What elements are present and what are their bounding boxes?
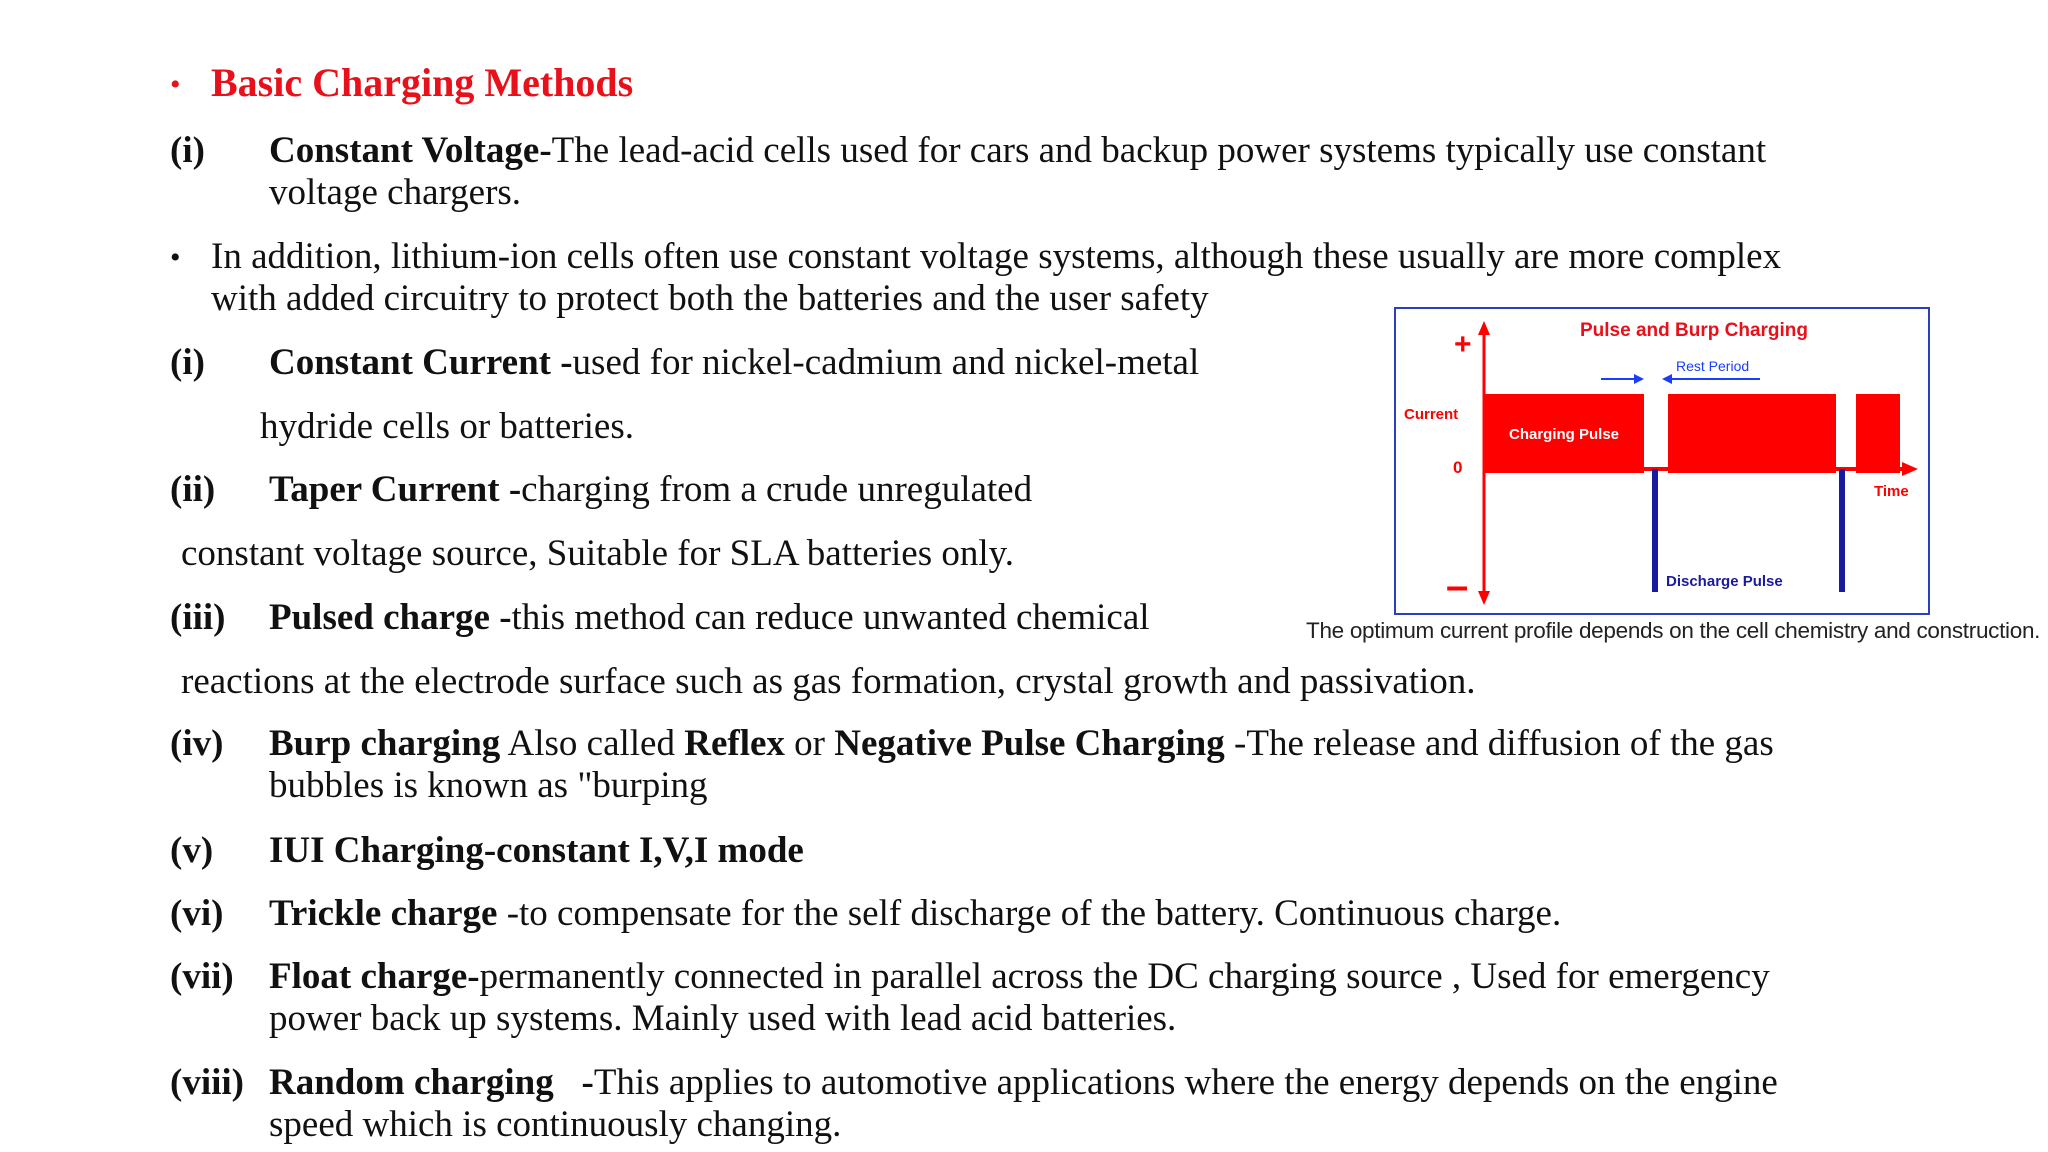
x-axis-label: Time xyxy=(1874,483,1909,500)
item-number: (ii) xyxy=(170,469,216,510)
y-axis-label: Current xyxy=(1404,406,1459,423)
item-term: Burp charging xyxy=(269,723,501,764)
rest-arrow-left xyxy=(1662,374,1672,384)
discharge-pulse-label: Discharge Pulse xyxy=(1666,573,1783,590)
item-term: IUI Charging-constant I,V,I mode xyxy=(269,830,804,871)
item-desc: This applies to automotive applications where the energy depends on the engine xyxy=(593,1062,1778,1103)
item-continuation: voltage chargers. xyxy=(269,172,522,213)
item-number: (vii) xyxy=(170,956,234,997)
list-item xyxy=(269,1062,1778,1104)
item-continuation: reactions at the electrode surface such as gas formation, crystal growth and passivation. xyxy=(181,661,1476,702)
list-item xyxy=(269,597,1150,639)
discharge-pulse-bar xyxy=(1839,469,1845,592)
title-bullet: • xyxy=(170,68,181,101)
list-item xyxy=(269,469,1032,511)
item-number: (iv) xyxy=(170,723,224,764)
item-gap xyxy=(554,1062,582,1103)
item-text: or xyxy=(784,723,835,764)
rest-period-label: Rest Period xyxy=(1676,358,1750,374)
item-term: Reflex xyxy=(684,723,785,764)
bullet-text: with added circuitry to protect both the batteries and the user safety xyxy=(211,278,1209,319)
x-axis-arrow xyxy=(1902,462,1918,476)
item-number: (vi) xyxy=(170,893,224,934)
y-axis-arrow-up xyxy=(1478,321,1490,335)
minus-sign: – xyxy=(1446,564,1469,608)
list-item xyxy=(269,723,1774,765)
item-continuation: bubbles is known as "burping xyxy=(269,765,708,806)
item-desc: -The release and diffusion of the gas xyxy=(1224,723,1774,764)
item-number: (iii) xyxy=(170,597,226,638)
item-desc: permanently connected in parallel across the DC charging source , Used for emergency xyxy=(479,956,1770,997)
item-continuation: power back up systems. Mainly used with lead acid batteries. xyxy=(269,998,1177,1039)
item-number: (v) xyxy=(170,830,214,871)
pulse-burp-diagram xyxy=(1396,309,1932,617)
figure-caption: The optimum current profile depends on the cell chemistry and construction. xyxy=(1306,618,2041,643)
item-number: (i) xyxy=(170,342,205,383)
item-number: (viii) xyxy=(170,1062,244,1103)
y-axis-arrow-down xyxy=(1478,591,1490,605)
discharge-pulse-bar xyxy=(1652,469,1658,592)
item-continuation: hydride cells or batteries. xyxy=(260,406,634,447)
list-item xyxy=(269,342,1199,384)
list-item xyxy=(269,956,1770,998)
item-desc-dash: - xyxy=(581,1062,594,1103)
slide-title: Basic Charging Methods xyxy=(211,60,634,105)
list-item xyxy=(269,893,1561,935)
item-desc: this method can reduce unwanted chemical xyxy=(511,597,1150,638)
item-desc: charging from a crude unregulated xyxy=(521,469,1033,510)
item-desc: -to compensate for the self discharge of the battery. Continuous charge. xyxy=(497,893,1562,934)
item-term: Random charging xyxy=(269,1062,554,1103)
item-continuation: constant voltage source, Suitable for SLA batteries only. xyxy=(181,533,1014,574)
item-term: Trickle charge xyxy=(269,893,498,934)
bullet-dot: • xyxy=(170,241,181,274)
charging-pulse-bar xyxy=(1668,394,1836,473)
item-term: Taper Current - xyxy=(269,469,522,510)
item-desc: The lead-acid cells used for cars and backup power systems typically use constant xyxy=(551,130,1767,171)
item-continuation: speed which is continuously changing. xyxy=(269,1104,842,1145)
item-term: Float charge- xyxy=(269,956,480,997)
list-item xyxy=(269,130,1766,172)
item-number: (i) xyxy=(170,130,205,171)
bullet-text: In addition, lithium-ion cells often use constant voltage systems, although these usually are more complex xyxy=(211,236,1782,277)
item-term: Constant Current - xyxy=(269,342,573,383)
item-text: Also called xyxy=(500,723,685,764)
item-desc: used for nickel-cadmium and nickel-metal xyxy=(572,342,1200,383)
charging-pulse-label: Charging Pulse xyxy=(1509,426,1620,443)
figure-title: Pulse and Burp Charging xyxy=(1579,320,1809,341)
pulse-burp-figure xyxy=(1394,307,1930,615)
charging-pulse-bar xyxy=(1856,394,1900,473)
item-term: Constant Voltage- xyxy=(269,130,552,171)
item-term: Pulsed charge - xyxy=(269,597,512,638)
item-term: Negative Pulse Charging xyxy=(834,723,1225,764)
rest-arrow-right xyxy=(1634,374,1644,384)
zero-label: 0 xyxy=(1453,458,1463,477)
plus-sign: + xyxy=(1454,328,1472,361)
